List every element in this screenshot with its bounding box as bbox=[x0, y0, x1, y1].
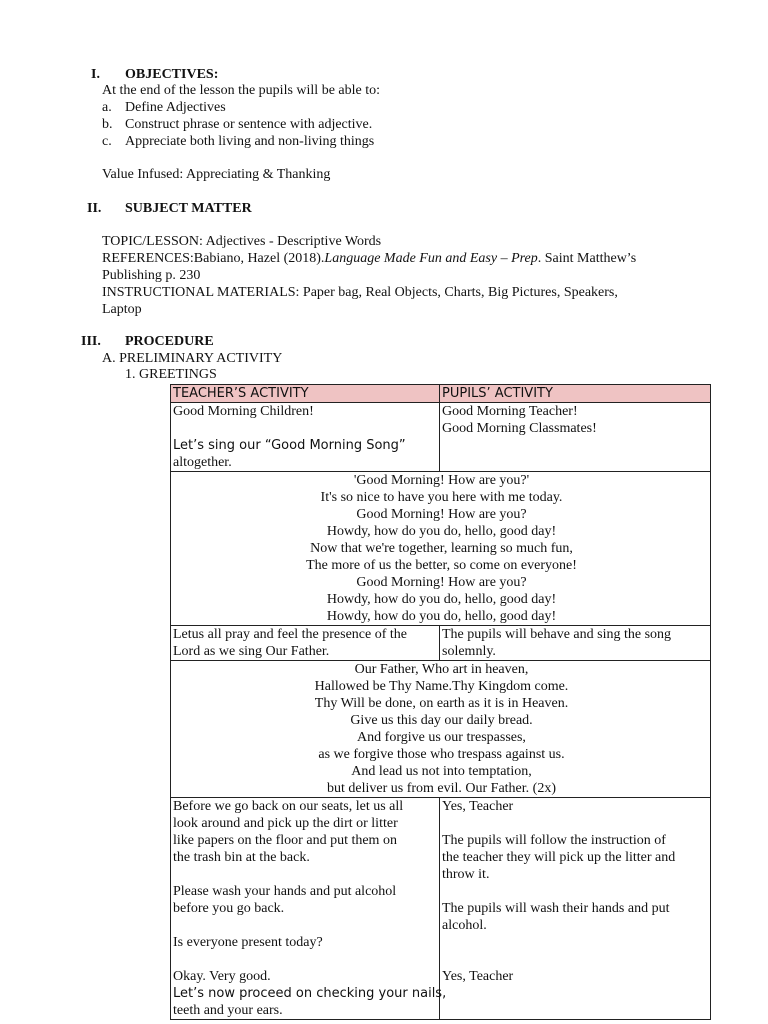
song-lyric-line: It's so nice to have you here with me today. bbox=[320, 490, 563, 505]
materials-line-2: Laptop bbox=[102, 302, 142, 317]
song-lyric-line: Howdy, how do you do, hello, good day! bbox=[326, 524, 557, 539]
section-2-heading: SUBJECT MATTER bbox=[125, 201, 252, 216]
teacher-instruction-line: the trash bin at the back. bbox=[173, 850, 310, 865]
teacher-instruction-line: like papers on the floor and put them on bbox=[173, 833, 397, 848]
pupils-prayer-cell bbox=[440, 626, 711, 661]
objectives-intro: At the end of the lesson the pupils will be able to: bbox=[102, 83, 381, 98]
table-row bbox=[171, 798, 711, 1020]
pupils-response-line: Yes, Teacher bbox=[442, 799, 514, 814]
objective-item-b: Construct phrase or sentence with adjective. bbox=[125, 117, 373, 132]
prayer-line: Thy Will be done, on earth as it is in Heaven. bbox=[314, 696, 569, 711]
teacher-instruction-line: Before we go back on our seats, let us all bbox=[173, 799, 404, 814]
section-1-numeral: I. bbox=[91, 67, 100, 82]
pupils-response-line: The pupils will wash their hands and put bbox=[442, 901, 670, 916]
prayer-line: Our Father, Who art in heaven, bbox=[354, 662, 529, 677]
greetings: 1. GREETINGS bbox=[125, 367, 217, 382]
section-1-heading: OBJECTIVES: bbox=[125, 67, 219, 82]
teacher-prayer-line-2: Lord as we sing Our Father. bbox=[173, 644, 330, 659]
prayer-line: as we forgive those who trespass against us. bbox=[318, 747, 565, 762]
teacher-instruction-line: Let’s now proceed on checking your nails, bbox=[173, 986, 447, 1001]
objective-marker-c: c. bbox=[102, 134, 112, 149]
song-lyric-line: Now that we're together, learning so much fun, bbox=[310, 541, 573, 556]
objective-marker-b: b. bbox=[102, 117, 113, 132]
header-teacher-activity: TEACHER’S ACTIVITY bbox=[171, 385, 440, 403]
teacher-prayer-cell bbox=[171, 626, 440, 661]
teacher-greeting-line: Good Morning Children! bbox=[173, 404, 314, 419]
header-pupils-activity: PUPILS’ ACTIVITY bbox=[440, 385, 711, 403]
pupils-response-line: throw it. bbox=[442, 867, 490, 882]
references-prefix: REFERENCES:Babiano, Hazel (2018). bbox=[102, 251, 325, 266]
teacher-instructions-cell bbox=[171, 798, 447, 1020]
objective-item-c: Appreciate both living and non-living things bbox=[125, 134, 375, 149]
materials-line-1: INSTRUCTIONAL MATERIALS: Paper bag, Real Objects, Charts, Big Pictures, Speakers, bbox=[102, 285, 618, 300]
pupils-greeting-line-2: Good Morning Classmates! bbox=[442, 421, 597, 436]
pupils-response-line: The pupils will follow the instruction of bbox=[442, 833, 666, 848]
teacher-prayer-line: Letus all pray and feel the presence of the bbox=[173, 627, 408, 642]
pupils-response-line: alcohol. bbox=[442, 918, 487, 933]
song-lyric-line: Good Morning! How are you? bbox=[356, 575, 527, 590]
pupils-greeting-line: Good Morning Teacher! bbox=[442, 404, 578, 419]
topic-line: TOPIC/LESSON: Adjectives - Descriptive Words bbox=[102, 234, 382, 249]
prayer-line: Hallowed be Thy Name.Thy Kingdom come. bbox=[314, 679, 569, 694]
teacher-greeting-cell bbox=[171, 403, 440, 472]
pupils-prayer-line-2: solemnly. bbox=[442, 644, 496, 659]
references-suffix: . Saint Matthew’s bbox=[537, 251, 637, 266]
song-lyric-line: The more of us the better, so come on everyone! bbox=[306, 558, 577, 573]
value-infused: Value Infused: Appreciating & Thanking bbox=[102, 167, 331, 182]
song-lyric-line: Good Morning! How are you? bbox=[356, 507, 527, 522]
prayer-line: And lead us not into temptation, bbox=[351, 764, 532, 779]
teacher-instruction-line: Is everyone present today? bbox=[173, 935, 323, 950]
activity-table bbox=[170, 384, 711, 1020]
pupils-response-line: Yes, Teacher bbox=[442, 969, 514, 984]
teacher-instruction-line: look around and pick up the dirt or litter bbox=[173, 816, 398, 831]
pupils-response-line: the teacher they will pick up the litter and bbox=[442, 850, 676, 865]
table-row bbox=[171, 403, 711, 472]
teacher-instruction-line: Okay. Very good. bbox=[173, 969, 271, 984]
pupils-prayer-line: The pupils will behave and sing the song bbox=[442, 627, 672, 642]
teacher-instruction-line: before you go back. bbox=[173, 901, 285, 916]
prayer-line: but deliver us from evil. Our Father. (2x) bbox=[326, 781, 556, 796]
objective-marker-a: a. bbox=[102, 100, 112, 115]
pupils-responses-cell bbox=[440, 798, 711, 1020]
song-lyrics-cell bbox=[171, 472, 711, 626]
section-3-heading: PROCEDURE bbox=[125, 334, 214, 349]
preliminary-activity: A. PRELIMINARY ACTIVITY bbox=[102, 351, 283, 366]
song-lyric-line: 'Good Morning! How are you?' bbox=[353, 473, 530, 488]
objective-item-a: Define Adjectives bbox=[125, 100, 226, 115]
song-lyric-line: Howdy, how do you do, hello, good day! bbox=[326, 592, 557, 607]
section-3-numeral: III. bbox=[81, 334, 101, 349]
references-line bbox=[102, 250, 636, 267]
references-book-title: Language Made Fun and Easy – Prep bbox=[324, 251, 538, 266]
teacher-instruction-line: Please wash your hands and put alcohol bbox=[173, 884, 397, 899]
table-row bbox=[171, 626, 711, 661]
table-header-row bbox=[171, 385, 711, 403]
teacher-song-invite-line-2: altogether. bbox=[173, 455, 232, 470]
references-line-2: Publishing p. 230 bbox=[102, 268, 201, 283]
prayer-line: Give us this day our daily bread. bbox=[350, 713, 533, 728]
prayer-line: And forgive us our trespasses, bbox=[357, 730, 526, 745]
pupils-greeting-cell bbox=[440, 403, 711, 472]
teacher-song-invite-line: Let’s sing our “Good Morning Song” bbox=[173, 438, 406, 453]
section-2-numeral: II. bbox=[87, 201, 102, 216]
table-row bbox=[171, 661, 711, 798]
table-row bbox=[171, 472, 711, 626]
prayer-text-cell bbox=[171, 661, 711, 798]
song-lyric-line: Howdy, how do you do, hello, good day! bbox=[326, 609, 557, 624]
teacher-instruction-line: teeth and your ears. bbox=[173, 1003, 283, 1018]
